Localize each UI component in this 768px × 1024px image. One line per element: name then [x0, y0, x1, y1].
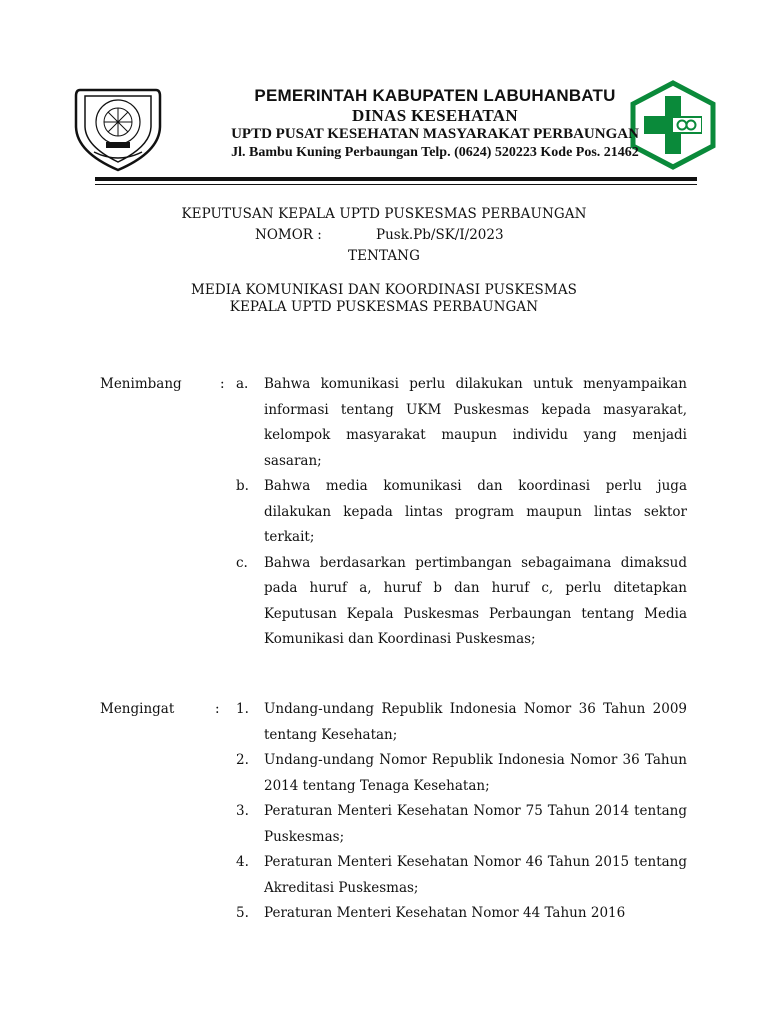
- decree-number-label: NOMOR :: [255, 227, 322, 243]
- list-item: [236, 850, 687, 901]
- menimbang-label: Menimbang: [100, 376, 182, 392]
- agency-name: DINAS KESEHATAN: [352, 106, 518, 125]
- item-marker: c.: [236, 554, 248, 571]
- mengingat-colon: :: [215, 701, 220, 717]
- item-text: Bahwa komunikasi perlu dilakukan untuk menyampaikan informasi tentang UKM Puskesmas kepada masyarakat, kelompok masyarakat maupun individu yang menjadi sasaran;: [264, 376, 687, 469]
- item-marker: 2.: [236, 752, 249, 768]
- item-text: Undang-undang Republik Indonesia Nomor 36 Tahun 2009 tentang Kesehatan;: [264, 701, 687, 743]
- item-marker: b.: [236, 478, 249, 494]
- item-text: Peraturan Menteri Kesehatan Nomor 75 Tahun 2014 tentang Puskesmas;: [264, 803, 687, 845]
- decree-subject-line2: KEPALA UPTD PUSKESMAS PERBAUNGAN: [229, 299, 539, 315]
- mengingat-label: Mengingat: [100, 701, 175, 717]
- mengingat-list: [236, 697, 687, 927]
- list-item: [236, 474, 687, 551]
- address-line: Jl. Bambu Kuning Perbaungan Telp. (0624) 520223 Kode Pos. 21462: [231, 145, 639, 160]
- item-marker: 4.: [236, 854, 249, 870]
- decree-number-value: Pusk.Pb/SK/I/2023: [376, 227, 504, 243]
- item-marker: a.: [236, 376, 249, 392]
- item-marker: 3.: [236, 803, 249, 819]
- menimbang-colon: :: [220, 376, 225, 392]
- list-item: [236, 799, 687, 850]
- list-item: [236, 372, 687, 474]
- list-item: [236, 748, 687, 799]
- header-rule-thin: [95, 184, 697, 185]
- government-name: PEMERINTAH KABUPATEN LABUHANBATU: [254, 86, 616, 105]
- item-marker: 5.: [236, 905, 249, 921]
- item-text: Peraturan Menteri Kesehatan Nomor 44 Tahun 2016: [264, 905, 626, 921]
- item-text: Peraturan Menteri Kesehatan Nomor 46 Tahun 2015 tentang Akreditasi Puskesmas;: [264, 854, 687, 896]
- item-text: Bahwa media komunikasi dan koordinasi perlu juga dilakukan kepada lintas program maupun lintas sektor terkait;: [264, 478, 687, 545]
- unit-name: UPTD PUSAT KESEHATAN MASYARAKAT PERBAUNGAN: [231, 126, 639, 142]
- letterhead: [0, 0, 768, 190]
- list-item: [236, 697, 687, 748]
- decree-about: TENTANG: [348, 248, 420, 264]
- decree-title: KEPUTUSAN KEPALA UPTD PUSKESMAS PERBAUNGAN: [181, 206, 587, 222]
- item-text: Undang-undang Nomor Republik Indonesia Nomor 36 Tahun 2014 tentang Tenaga Kesehatan;: [264, 752, 687, 794]
- list-item: [236, 551, 687, 653]
- item-marker: 1.: [236, 701, 249, 717]
- list-item: [236, 901, 687, 927]
- decree-subject-line1: MEDIA KOMUNIKASI DAN KOORDINASI PUSKESMAS: [190, 282, 578, 298]
- item-text: Bahwa berdasarkan pertimbangan sebagaimana dimaksud pada huruf a, huruf b dan huruf c, perlu ditetapkan Keputusan Kepala Puskesmas Perbaungan tentang Media Komunikasi dan Koordinasi Puskesmas;: [264, 554, 687, 647]
- header-rule-thick: [95, 177, 697, 181]
- menimbang-list: [236, 372, 687, 653]
